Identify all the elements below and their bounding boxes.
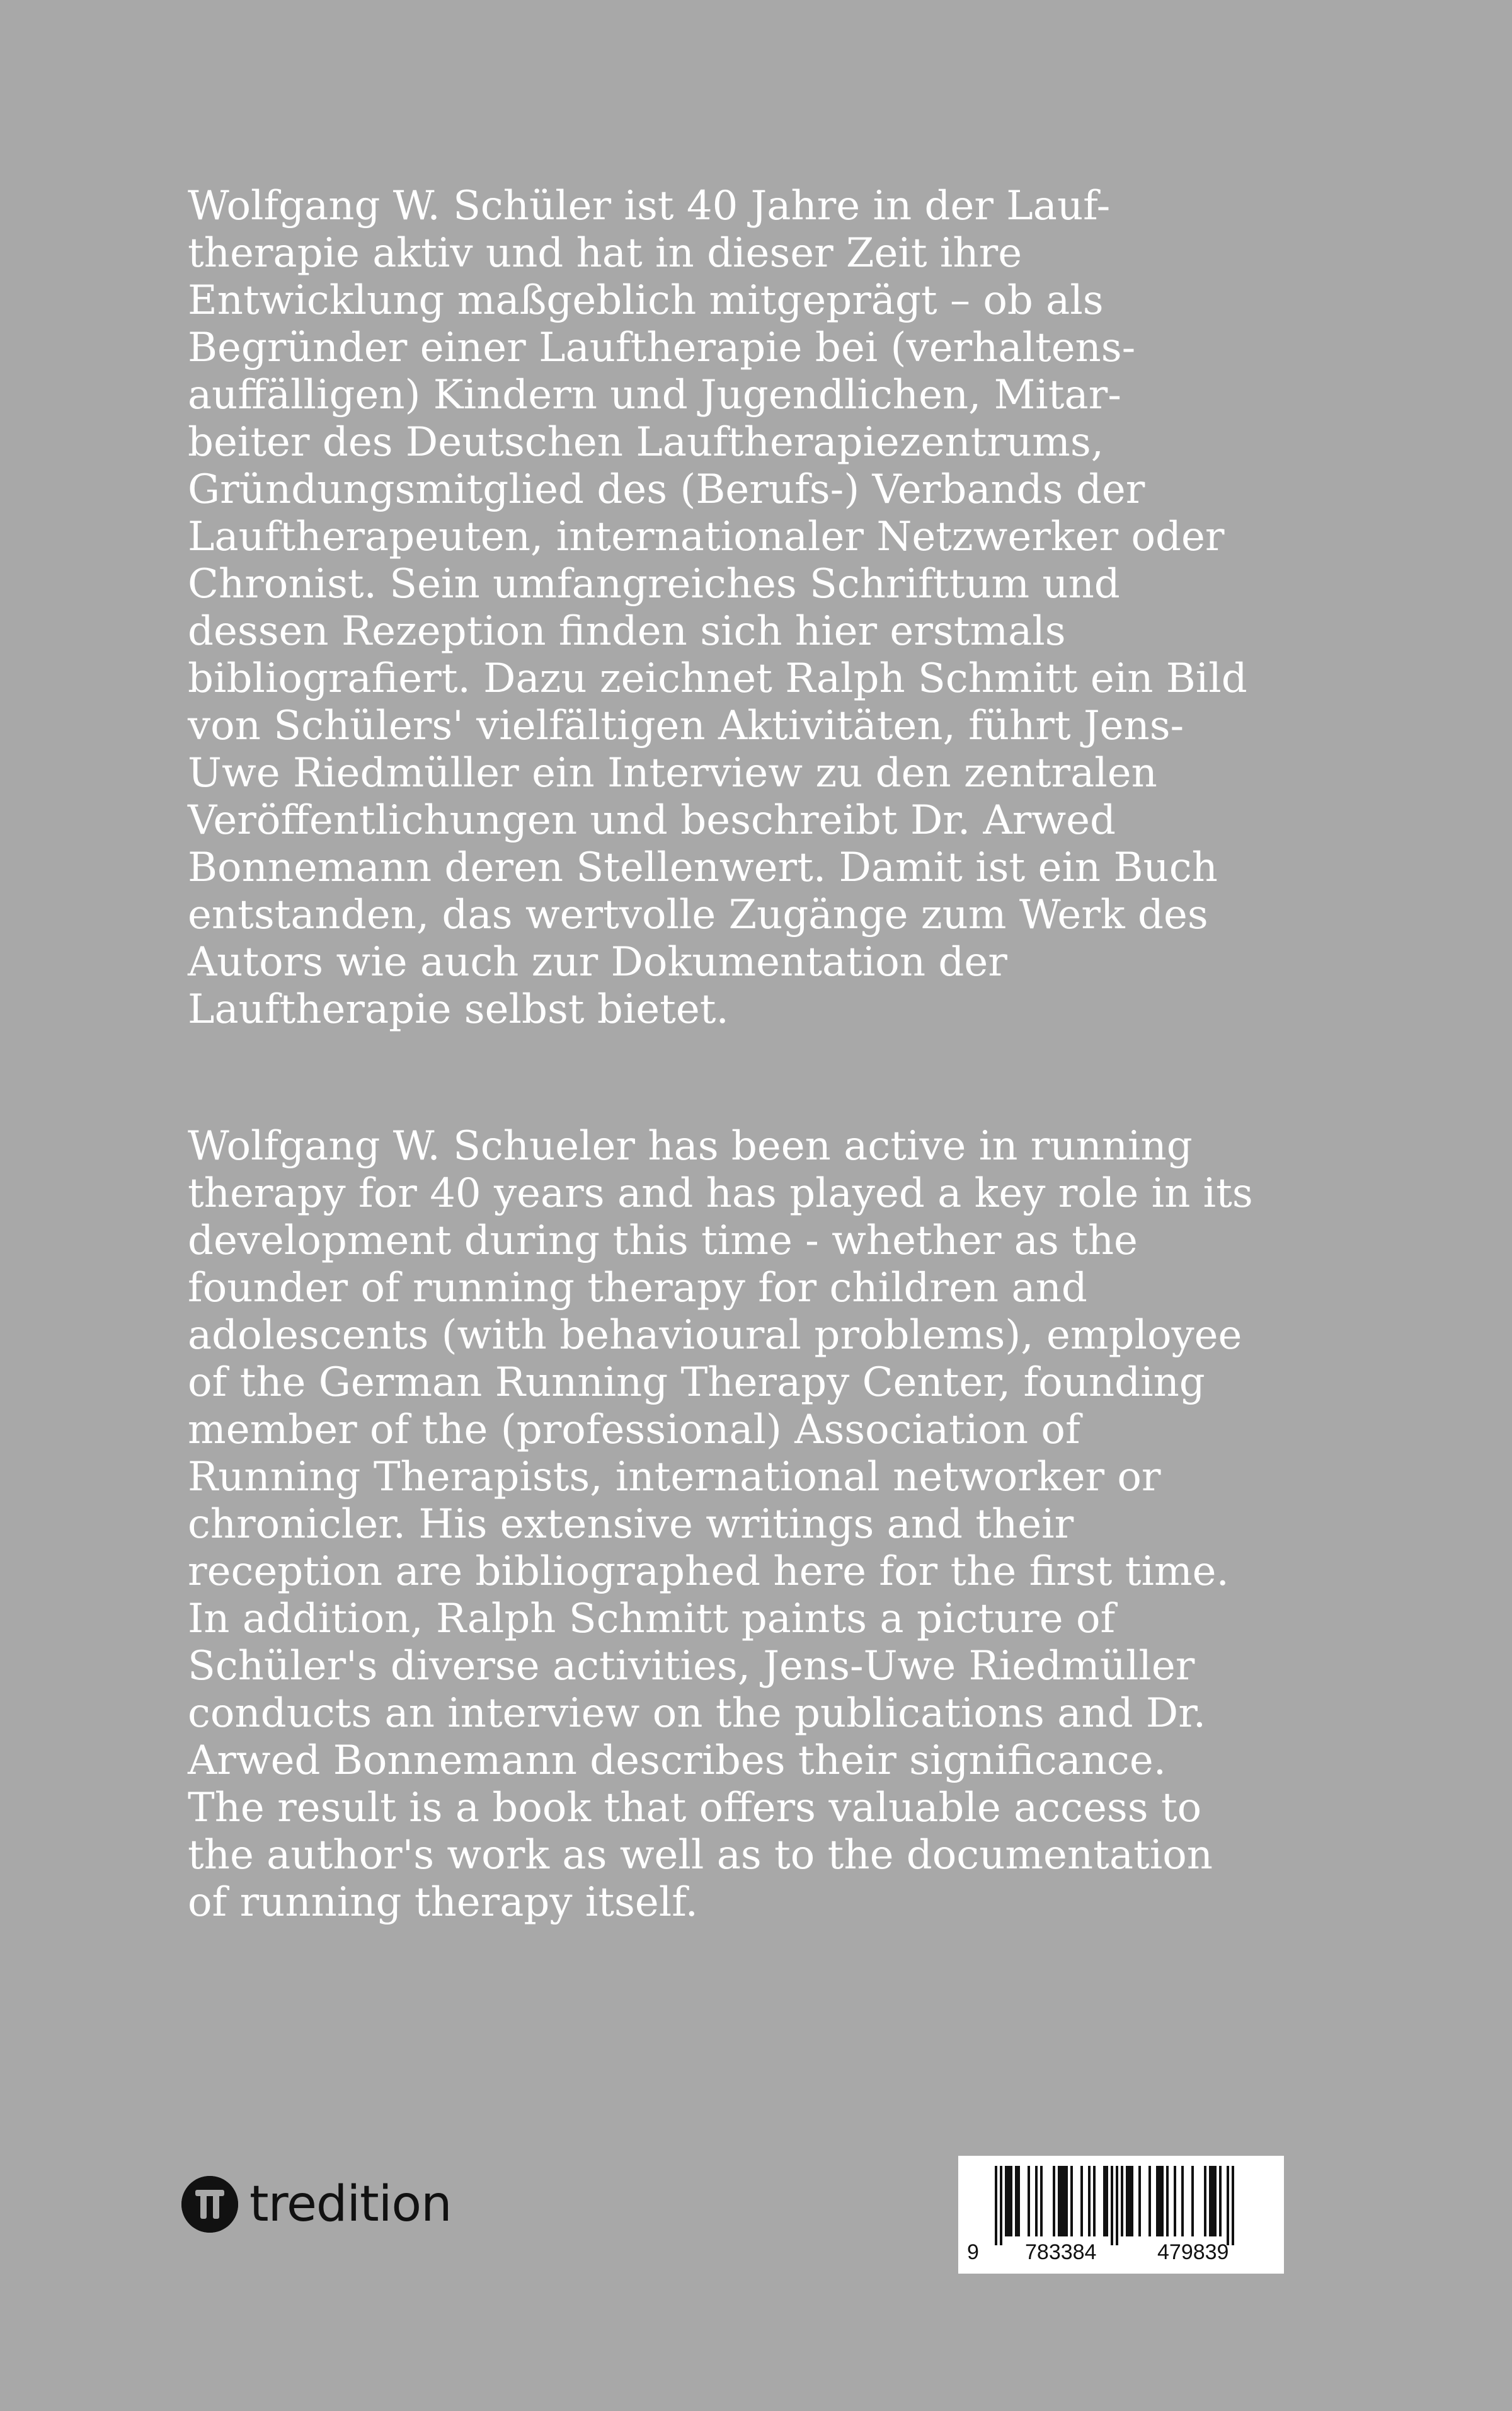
barcode-bar (1204, 2166, 1206, 2236)
text-line: Chronist. Sein umfangreiches Schrifttum und (188, 561, 1120, 607)
text-line: founder of running therapy for children and (188, 1265, 1087, 1311)
barcode-bars (958, 2156, 1284, 2274)
text-line: The result is a book that offers valuable access to (188, 1785, 1202, 1831)
barcode-first-digit: 9 (967, 2240, 979, 2264)
barcode-bar (1053, 2166, 1055, 2236)
barcode-bar (1088, 2166, 1091, 2236)
text-line: dessen Rezeption finden sich hier erstmals (188, 608, 1066, 655)
text-line: adolescents (with behavioural problems), employee (188, 1312, 1242, 1359)
text-line: Running Therapists, international networker or (188, 1454, 1161, 1500)
text-line: of the German Running Therapy Center, founding (188, 1359, 1205, 1406)
barcode-bar (1040, 2166, 1043, 2236)
barcode-bar (1219, 2166, 1222, 2236)
barcode-bar (1065, 2166, 1068, 2236)
text-line: Autors wie auch zur Dokumentation der (188, 939, 1007, 986)
text-line: bibliografiert. Dazu zeichnet Ralph Schmitt ein Bild (188, 655, 1247, 702)
barcode-bar (1232, 2166, 1234, 2245)
text-line: development during this time - whether as the (188, 1217, 1138, 1264)
barcode-bar (1126, 2166, 1128, 2236)
barcode-bar (1093, 2166, 1096, 2236)
publisher-logo (181, 2173, 452, 2236)
isbn-barcode (958, 2156, 1284, 2274)
german-description (188, 183, 1322, 1033)
text-line: Arwed Bonnemann describes their significance. (188, 1737, 1167, 1784)
barcode-bar (1138, 2166, 1141, 2236)
barcode-bar (1015, 2166, 1017, 2236)
text-line: member of the (professional) Association of (188, 1407, 1080, 1453)
text-line: beiter des Deutschen Lauftherapiezentrums, (188, 419, 1104, 466)
barcode-bar (1028, 2166, 1030, 2236)
barcode-bar (1106, 2166, 1108, 2236)
barcode-bar (1035, 2166, 1038, 2236)
barcode-bar (1116, 2166, 1118, 2245)
barcode-bar (995, 2166, 997, 2245)
barcode-bar (1166, 2166, 1169, 2236)
barcode-bar (1131, 2166, 1133, 2236)
barcode-bar (1060, 2166, 1063, 2236)
barcode-bar (1209, 2166, 1211, 2236)
barcode-bar (1211, 2166, 1214, 2236)
barcode-bar (1007, 2166, 1010, 2236)
text-line: auffälligen) Kindern und Jugendlichen, Mitar- (188, 372, 1121, 418)
text-line: the author's work as well as to the documentation (188, 1832, 1213, 1879)
barcode-bar (1156, 2166, 1159, 2236)
barcode-bar (1148, 2166, 1151, 2236)
barcode-bar (1227, 2166, 1229, 2245)
text-line: Veröffentlichungen und beschreibt Dr. Arwed (188, 797, 1116, 844)
text-line: conducts an interview on the publications and Dr. (188, 1690, 1206, 1737)
english-description (188, 1123, 1322, 1926)
text-line: Wolfgang W. Schüler ist 40 Jahre in der Lauf- (188, 183, 1111, 229)
barcode-bar (1191, 2166, 1194, 2236)
barcode-bar (1000, 2166, 1002, 2245)
text-line: of running therapy itself. (188, 1879, 698, 1926)
text-line: Begründer einer Lauftherapie bei (verhaltens- (188, 325, 1136, 371)
barcode-bar (1121, 2166, 1123, 2236)
barcode-bar (1017, 2166, 1020, 2236)
text-line: In addition, Ralph Schmitt paints a picture of (188, 1596, 1116, 1642)
text-line: Bonnemann deren Stellenwert. Damit ist ein Buch (188, 844, 1218, 891)
barcode-bar (1159, 2166, 1161, 2236)
barcode-bar (1010, 2166, 1012, 2236)
text-line: entstanden, das wertvolle Zugänge zum Werk des (188, 892, 1208, 938)
text-line: Entwicklung maßgeblich mitgeprägt – ob als (188, 277, 1104, 324)
text-line: therapy for 40 years and has played a key role in its (188, 1170, 1253, 1217)
barcode-bar (1181, 2166, 1184, 2236)
barcode-bar (1063, 2166, 1065, 2236)
barcode-bar (1070, 2166, 1073, 2236)
barcode-bar (1128, 2166, 1131, 2236)
text-line: Lauftherapie selbst bietet. (188, 986, 729, 1033)
barcode-bar (1111, 2166, 1113, 2245)
barcode-left-digits: 783384 (1025, 2240, 1097, 2264)
barcode-bar (1174, 2166, 1176, 2236)
barcode-bar (1103, 2166, 1106, 2236)
barcode-bar (1161, 2166, 1164, 2236)
text-line: Lauftherapeuten, internationaler Netzwerker oder (188, 514, 1225, 560)
text-line: Schüler's diverse activities, Jens-Uwe Riedmüller (188, 1643, 1195, 1689)
tredition-logo-icon (181, 2176, 238, 2233)
barcode-right-digits: 479839 (1157, 2240, 1229, 2264)
publisher-name: tredition (249, 2176, 452, 2233)
barcode-bar (1005, 2166, 1007, 2236)
barcode-bar (1080, 2166, 1083, 2236)
text-line: Gründungsmitglied des (Berufs-) Verbands der (188, 466, 1145, 513)
text-line: von Schülers' vielfältigen Aktivitäten, führt Jens- (188, 703, 1184, 749)
text-line: Uwe Riedmüller ein Interview zu den zentralen (188, 750, 1157, 797)
text-line: therapie aktiv und hat in dieser Zeit ihre (188, 230, 1022, 277)
text-line: Wolfgang W. Schueler has been active in running (188, 1123, 1193, 1170)
barcode-bar (1214, 2166, 1217, 2236)
text-line: chronicler. His extensive writings and their (188, 1501, 1074, 1548)
text-line: reception are bibliographed here for the first time. (188, 1548, 1229, 1595)
barcode-bar (1058, 2166, 1060, 2236)
